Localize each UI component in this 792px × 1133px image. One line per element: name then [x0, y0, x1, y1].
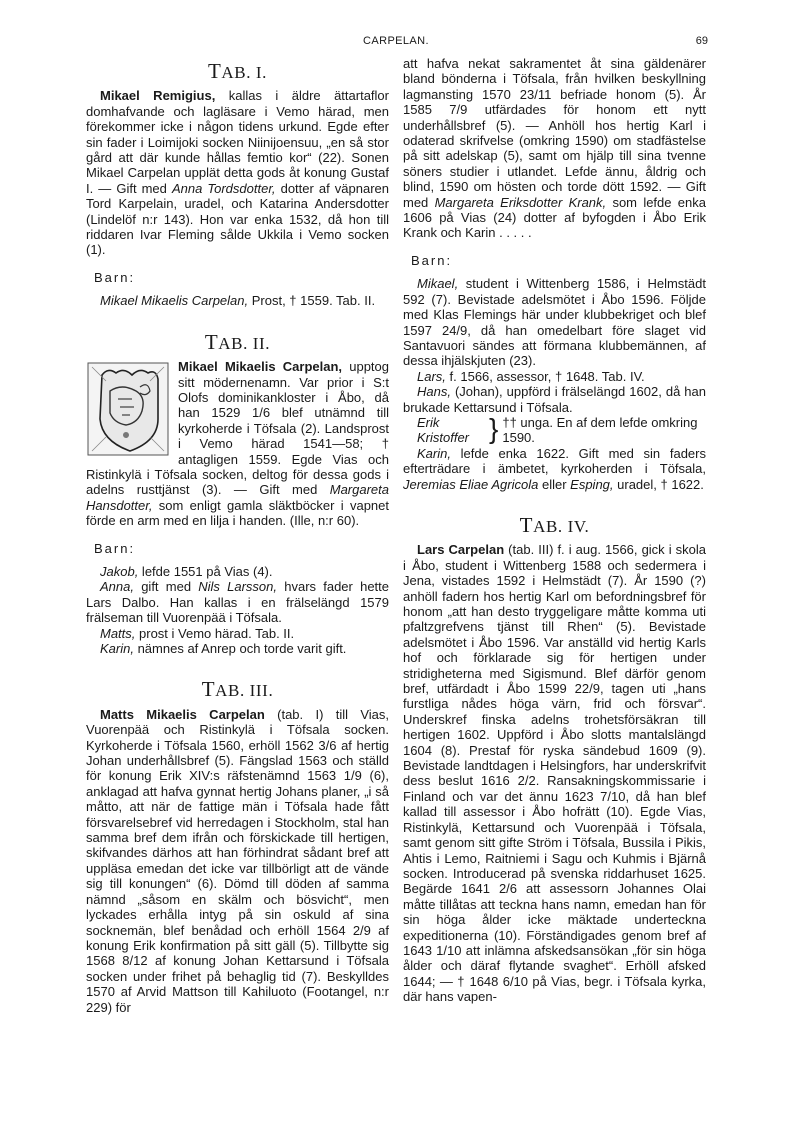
child-entry: Anna, gift med Nils Larsson, hvars fader hette Lars Dalbo. Han kallas i en frälselängd 1579 frälseman till Vuorenpää i Töfsala. [86, 579, 389, 626]
tab-1-heading: TAB. I. [207, 59, 268, 83]
child-entry: Karin, lefde enka 1622. Gift med sin faders efterträdare i ämbetet, kyrkoherden i Töfsala, Jeremias Eliae Agricola eller Esping, uradel, † 1622. [403, 445, 706, 492]
child-name: Kristoffer [417, 430, 470, 446]
brace: } [489, 412, 499, 444]
child-entry: Karin, nämnes af Anrep och torde varit gift. [100, 641, 347, 656]
spouse-name: Anna Tordsdotter, [171, 180, 276, 196]
tab-3-continuation: att hafva nekat sakramentet åt sina gäldenärer bland bönderna i Töfsala, från hvilken beskyllning lagmansting 1570 23/11 befriade honom (5). År 1585 7/9 utfärdades för honom ett nytt underhållsbref (5). — Anhöll hos hertig Karl i odaterad skrifvelse (omkring 1590) om stadfästelse på sitt adelskap (5), samt om hjälp till sina tvenne söners studier i utlandet. Lefde ännu, åldrig och blind, 1590 om hösten och torde dött 1592. — Gift med Margareta Eriksdotter Krank, som lefde enka 1606 på Vias (24) dotter af byfogden i Åbo Erik Krank och Karin . . . . . [403, 56, 706, 241]
children-label: Barn: [411, 252, 453, 268]
coat-of-arms-image [86, 361, 170, 457]
child-entry: Hans, (Johan), uppförd i frälselängd 1602, då han brukade Kettarsund i Töfsala. [403, 384, 706, 415]
tab-4-heading: TAB. IV. [519, 512, 590, 537]
tab-4-paragraph: Lars Carpelan (tab. III) f. i aug. 1566, gick i skola i Åbo, student i Wittenberg 1588 och sedermera i Jena, vistades 1592 i Helmstädt (7). År 1590 (?) anhöll fadern hos hertig Karl om befordningsbref för honom „att han desto tryggeligare måtte komma uti pfaltzgrefvens tjänst till Rhen“ (5). Bevistade adelsmötet i Åbo 1596. Var anställd vid hertig Karls hof och förklarade sig för hertigen under stridigheterna med Sigismund. Blef därför genom bref, utfärdadt i Åbo 1599 22/9, tagen uti „hans furstliga nådes höga värn, frid och försvar“. Underskref finska adelns trohetsförsäkran till hertigen 1602. Uppförd i Åbo slotts mantalslängd 1604 (8). Prestaf för ryska sändebud 1609 (9). Bevistade landtdagen i Helsingfors, har underskrifvit dess beslut 1616 2/2. Ransakningskommissarie i Finland och var det ännu 1623 7/10, då han blef kallad till assessor i Åbo hofrätt (10). Egde Vias, Ristinkylä, Kettarsund och Vuorenpää i Töfsala, samt genom sitt gifte Ström i Töfsala, Bussila i Pikis, Ahtis i Lemo, Raitniemi i Sagu och Kuhmis i Bjärnå socken. Introducerad på svenska riddarhuset 1625. Begärde 1641 2/6 att assessorn Johannes Olai måtte tillåtas att teckna hans namn, emedan han för sin höga ålder icke mäktade underteckna expeditionerna (10). Förständigades genom bref af 1643 1/10 att inlämna afskedsansökan „för sin höga ålder och däraf flytande svaghet“. Erhöll afsked 1644; — † 1648 6/10 på Vias, begr. i Töfsala kyrka, där hans vapen- [403, 542, 707, 1005]
right-column [403, 56, 706, 1005]
tab-1-paragraph: Mikael Remigius, kallas i äldre ättartaflor domhafvande och lagläsare i Vemo härad, men förekommer icke i någon tidens urkund. Egde efter sin fader i Loimijoki socken Niinijoensuu, „en så stor gård att där kunde hållas femtio kor“ (22). Sonen Mikael Carpelan upplät detta gods åt konung Gustaf I. — Gift med Anna Tordsdotter, dotter af väpnaren Tord Karpelain, uradel, och Katarina Andersdotter (Lindelöf n:r 143). Hon var enka 1532, då hon till riddaren Ivar Fleming sålde Ukkila i Vemo socken (1). [86, 88, 389, 258]
child-entry: Matts, prost i Vemo härad. Tab. II. [100, 625, 295, 641]
person-name: Mikael Remigius, [100, 88, 216, 104]
person-name: Matts Mikaelis Carpelan [100, 706, 265, 722]
child-entry: Lars, f. 1566, assessor, † 1648. Tab. IV. [417, 368, 645, 384]
tab-2-heading: TAB. II. [204, 329, 271, 354]
child-entry: Mikael Mikaelis Carpelan, Prost, † 1559. Tab. II. [100, 293, 376, 309]
children-label: Barn: [94, 540, 136, 556]
person-name: Mikael Mikaelis Carpelan, [178, 359, 343, 375]
child-entry-group [403, 412, 706, 446]
tab-3-paragraph: Matts Mikaelis Carpelan (tab. I) till Vias, Vuorenpää och Ristinkylä i Töfsala socken. Kyrkoherde i Töfsala 1560, erhöll 1562 3/6 af hertig Johan underhållsbref (5). Fängslad 1563 och ställd för konung Erik XIV:s räfstenämnd 1563 1/9 (6), anklagad att hafva gynnat hertig Johans planer, „i så måtto, att när de fattige män i Töfsala hade fått försvarelsebref vid herredagen i Stockholm, stal han samma bref dem ifrån och förskickade till hertigen, skifvandes därhos att han förhindrat sådant bref att uppläsa emedan det icke var tillbörligt att de vände sig till konungen“ (6). Dömd till döden af samma nämnd „såsom en skälm och bösvicht“, men lyckades erhålla intyg på sin oskuld af sina socknemän, blef benådad och erhöll 1564 2/9 af konung Erik konfirmation på sitt gäll (5). Tillbytte sig 1568 8/12 af konung Johan Kettarsund i Töfsala socken under frihet på behaglig tid (7). Beskylldes 1570 af Arvid Mattson till Kahiluoto (Footangel, n:r 229) för [86, 706, 389, 1015]
spouse-name: Margareta Hansdotter, [86, 482, 389, 513]
tab-2-paragraph: Mikael Mikaelis Carpelan, upptog sitt mödernenamn. Var prior i S:t Olofs dominikankloster i Åbo, då han 1529 1/6 blef utnämnd till kyrkoherde i Töfsala (2). Landsprost i Vemo härad 1541—58; † antagligen 1559. Egde Vias och Ristinkylä i Töfsala socken, deltog för dessa gods i adelns rusttjänst (3). — Gift med Margareta Hansdotter, som enligt gamla släktböcker i vapnet förde en arm med en lilja i handen. (Ille, n:r 60). [86, 359, 389, 529]
person-name: Lars Carpelan [417, 542, 505, 558]
child-name: Erik [417, 414, 440, 430]
coat-of-arms-icon [86, 361, 170, 457]
child-entry: Jakob, lefde 1551 på Vias (4). [100, 563, 273, 579]
spouse-name: Margareta Eriksdotter Krank, [434, 194, 607, 210]
left-column [86, 56, 389, 1015]
tab-3-heading: TAB. III. [201, 677, 274, 702]
running-header-title: CARPELAN. [363, 35, 429, 47]
child-note: †† unga. En af dem lefde omkring 1590. [502, 414, 698, 446]
page-number: 69 [695, 35, 708, 47]
child-entry: Mikael, student i Wittenberg 1586, i Helmstädt 592 (7). Bevistade adelsmötet i Åbo 1596. Följde med Klas Flemings här under klubbekriget och blef 1597 24/9, då han omedelbart före slaget vid Santavuori sändes att förmana klubbemännen, af dessa ihjälskjuten (23). [403, 276, 706, 369]
children-label: Barn: [94, 269, 136, 285]
